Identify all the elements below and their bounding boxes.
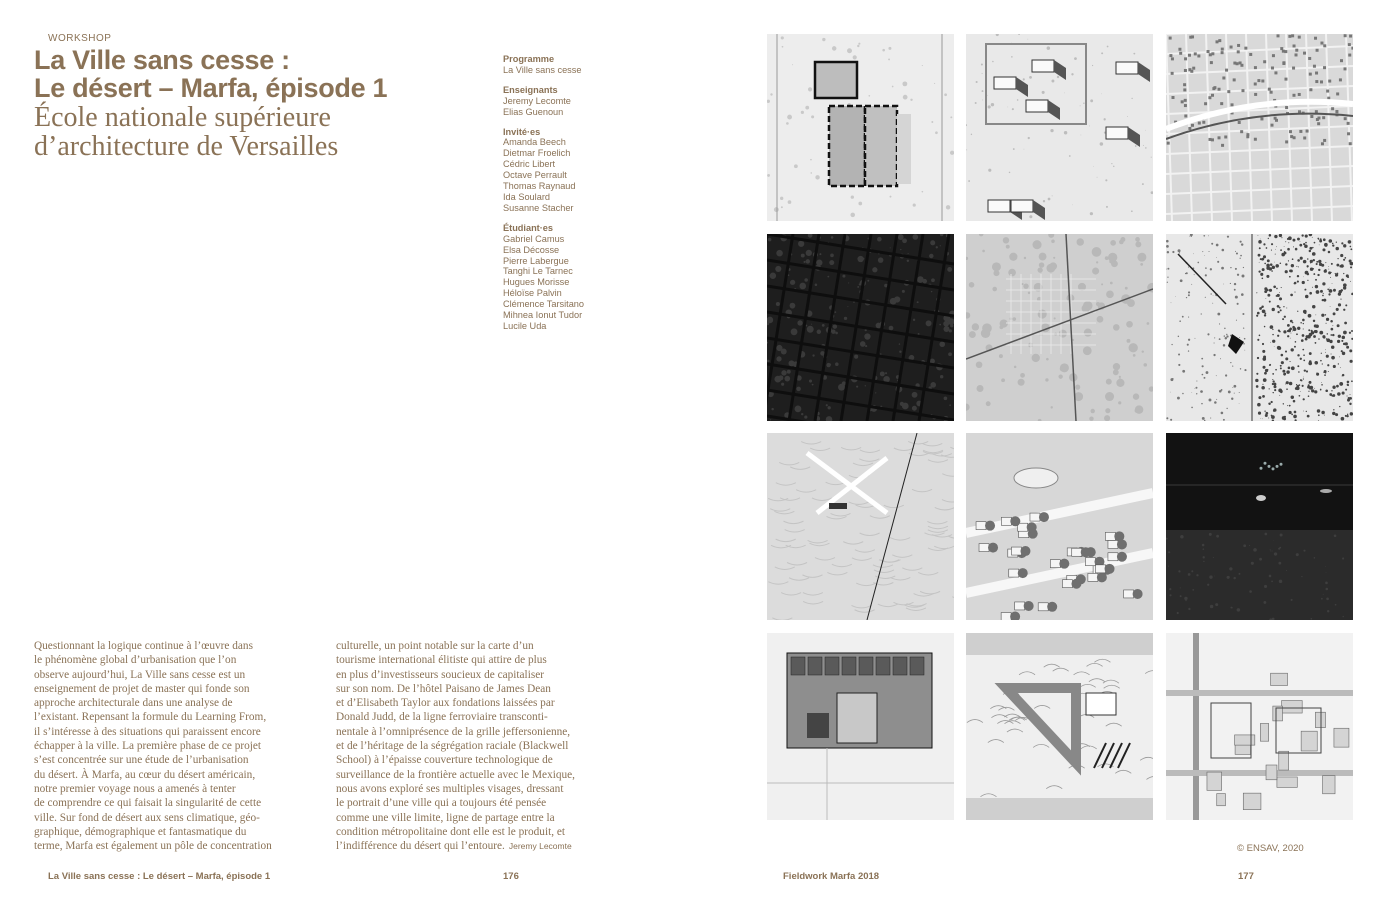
text-line: Donald Judd, de la ligne ferroviaire transconti- (336, 711, 548, 724)
credit-heading: Enseignants (503, 84, 558, 95)
tile-map-crossroads (966, 234, 1153, 421)
tile-speckled-field (1166, 234, 1353, 421)
tile-triangle-landscape (966, 633, 1153, 820)
credits-list (503, 54, 653, 341)
credit-group (503, 85, 653, 118)
text-line: le phénomène global d’urbanisation que l’on (34, 654, 237, 667)
tile-houses-3d (966, 433, 1153, 620)
text-line: enseignement de projet de master qui fonde son (34, 682, 250, 695)
credit-heading: Programme (503, 54, 555, 64)
credit-name: Mihnea Ionut Tudor (503, 310, 583, 321)
text-line: notre premier voyage nous a amenés à tenter (34, 782, 236, 795)
text-line: comme une ville limite, ligne de partage entre la (336, 811, 555, 824)
text-line: le portrait d’une ville qui a toujours été pensée (336, 797, 547, 810)
text-line: terme, Marfa est également un pôle de concentration (34, 840, 272, 853)
text-line: approche architecturale dans une analyse de (34, 697, 233, 710)
tile-building-plan (767, 34, 954, 221)
tile-night-horizon (1166, 433, 1353, 620)
text-line: et de l’héritage de la ségrégation raciale (Blackwell (336, 740, 569, 753)
tile-block-plan (1166, 633, 1353, 820)
school-line-2: d’architecture de Versailles (34, 131, 339, 162)
text-line: il s’intéresse à des situations qui paraissent encore (34, 725, 261, 738)
text-line: et d’Elisabeth Taylor aux fondations laissées par (336, 697, 555, 710)
credit-name: Elias Guenoun (503, 106, 564, 117)
text-line: surveillance de la frontière actuelle avec le Mexique, (336, 768, 575, 781)
credit-name: La Ville sans cesse (503, 64, 582, 75)
page-number-left: 176 (503, 871, 519, 882)
text-line: s’est concentrée sur une étude de l’urbanisation (34, 754, 249, 767)
text-line: nentale à l’omniprésence de la grille jeffersonienne, (336, 725, 571, 738)
text-line: observe aujourd’hui, La Ville sans cesse est un (34, 668, 246, 681)
credit-group (503, 54, 653, 76)
text-line: graphique, démographique et fantasmatique du (34, 825, 247, 838)
kicker: WORKSHOP (48, 33, 112, 44)
tile-dark-grid (767, 234, 954, 421)
text-line: ville. Sur fond de désert aux sens climatique, géo- (34, 811, 260, 824)
credit-name: Jeremy Lecomte (503, 95, 571, 106)
text-line: l’indifférence du désert qui l’entoure. Jeremy Lecomte (336, 840, 572, 853)
credit-name: Gabriel Camus (503, 233, 565, 244)
credit-name: Ida Soulard (503, 191, 550, 202)
credit-name: Lucile Uda (503, 320, 547, 331)
text-line: sur son nom. De l’hôtel Paisano de James Dean (336, 682, 551, 695)
credit-name: Hugues Morisse (503, 277, 570, 288)
tile-airfield (767, 433, 954, 620)
text-line: Questionnant la logique continue à l’œuvre dans (34, 640, 253, 652)
title-line-1: La Ville sans cesse : (34, 45, 290, 75)
credit-name: Octave Perrault (503, 170, 567, 181)
credit-heading: Invité·es (503, 126, 541, 137)
page-number-right: 177 (1238, 871, 1254, 882)
credit-name: Cédric Libert (503, 159, 556, 170)
tile-town-aerial (1166, 34, 1353, 221)
credit-heading: Étudiant·es (503, 222, 554, 233)
title-line-2: Le désert – Marfa, épisode 1 (34, 73, 388, 103)
body-column-2 (336, 639, 621, 853)
credit-name: Amanda Beech (503, 137, 566, 148)
credit-name: Tanghi Le Tarnec (503, 266, 573, 277)
footer-right-title: Fieldwork Marfa 2018 (783, 871, 880, 882)
text-line: School) à l’épaisse couverture technologique de (336, 754, 553, 767)
text-line: en plus d’investisseurs soucieux de capitaliser (336, 668, 544, 681)
footer-left-title: La Ville sans cesse : Le désert – Marfa, épisode 1 (48, 871, 271, 882)
text-line: du désert. À Marfa, au cœur du désert américain, (34, 768, 256, 781)
text-line: l’existant. Repensant la formule du Learning From, (34, 711, 267, 724)
copyright: © ENSAV, 2020 (1237, 843, 1304, 854)
credit-group (503, 223, 653, 332)
credit-name: Héloïse Palvin (503, 288, 562, 299)
credit-name: Elsa Décosse (503, 244, 560, 255)
text-line: échapper à la ville. La première phase de ce projet (34, 740, 262, 753)
credit-name: Dietmar Froelich (503, 148, 571, 159)
school-line-1: École nationale supérieure (34, 102, 331, 133)
credit-name: Thomas Raynaud (503, 181, 576, 192)
text-line: tourisme international élitiste qui attire de plus (336, 654, 547, 667)
body-column-1 (34, 639, 324, 853)
text-line: condition métropolitaine dont elle est le produit, et (336, 825, 566, 838)
tile-floor-plan (767, 633, 954, 820)
credit-name: Clémence Tarsitano (503, 299, 585, 310)
credit-name: Pierre Labergue (503, 255, 569, 266)
credit-name: Susanne Stacher (503, 202, 574, 213)
text-line: nous avons exploré ses multiples visages, dressant (336, 782, 564, 795)
author-signature: Jeremy Lecomte (508, 841, 572, 852)
credit-group (503, 127, 653, 214)
text-line: culturelle, un point notable sur la carte d’un (336, 640, 534, 652)
tile-desert-signs (966, 34, 1153, 221)
text-line: de comprendre ce qui faisait la singularité de cette (34, 797, 262, 810)
